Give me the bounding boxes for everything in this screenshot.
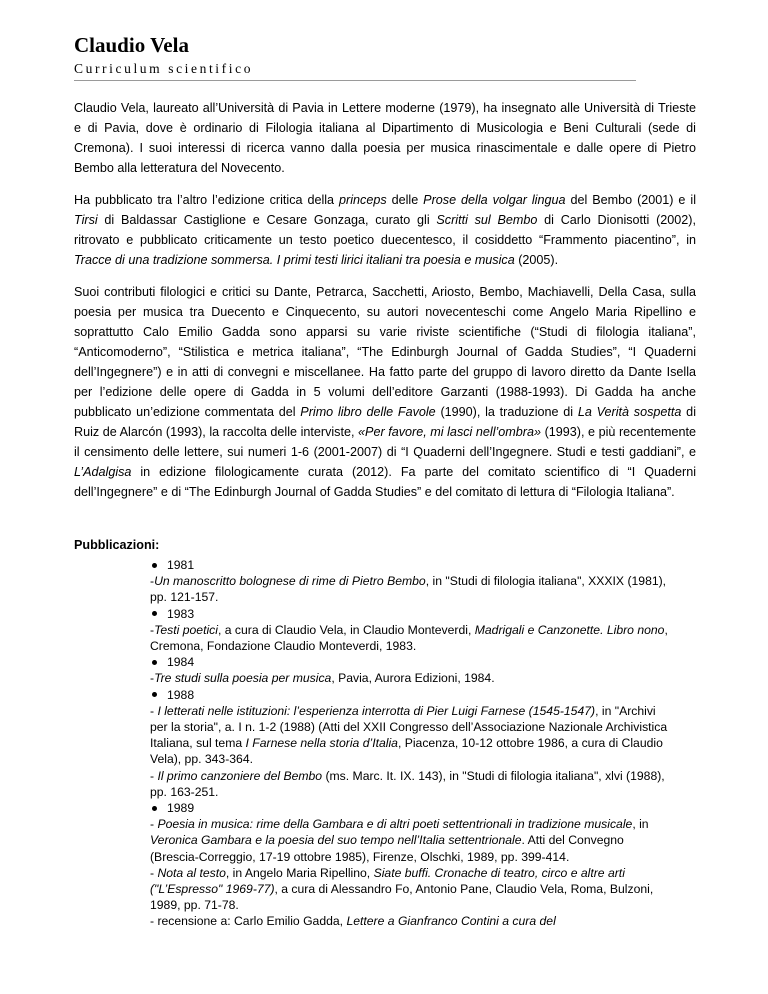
publication-entry: - recensione a: Carlo Emilio Gadda, Lettere a Gianfranco Contini a cura del xyxy=(150,914,556,929)
year-1984: 1984 xyxy=(150,654,670,670)
publication-entry: - Nota al testo, in Angelo Maria Ripellino, Siate buffi. Cronache di teatro, circo e altre arti ("L’Espresso" 1969-77), a cura di Alessandro Fo, Antonio Pane, Claudio Vela, Roma, Bulzoni, 1989, pp. 71-78. xyxy=(150,865,654,913)
document-subtitle: Curriculum scientifico xyxy=(74,61,254,76)
bullet-icon xyxy=(152,806,157,811)
year-1988: 1988 xyxy=(150,687,670,703)
bullet-icon xyxy=(152,611,157,616)
publication-entry: -Testi poetici, a cura di Claudio Vela, in Claudio Monteverdi, Madrigali e Canzonette. Libro nono, Cremona, Fondazione Claudio Monteverdi, 1983. xyxy=(150,622,668,654)
publication-entry: -Un manoscritto bolognese di rime di Pietro Bembo, in "Studi di filologia italiana", XXXIX (1981), pp. 121-157. xyxy=(150,574,667,605)
bullet-icon xyxy=(152,660,157,665)
contributions-paragraph: Suoi contributi filologici e critici su Dante, Petrarca, Sacchetti, Ariosto, Bembo, Machiavelli, Della Casa, sulla poesia per musica tra Duecento e Cinquecento, su autori novecenteschi come Angelo Maria Ripellino e soprattutto Calo Emilio Gadda sono apparsi su varie riviste scientifiche (“Studi di filologia italiana”, “Anticomoderno”, “Stilistica e metrica italiana”, “The Edinburgh Journal of Gadda Studies”, “I Quaderni dell’Ingegnere”) e in atti di convegni e miscellanee. Ha fatto parte del gruppo di lavoro diretto da Dante Isella per l’edizione delle opere di Gadda in 5 volumi dell’editore Garzanti (1988-1993). Di Gadda ha anche pubblicato un’edizione commentata del Primo libro delle Favole (1990), la traduzione di La Verità sospetta di Ruiz de Alarcón (1993), la raccolta delle interviste, «Per favore, mi lasci nell’ombra» (1993), e più recentemente il censimento delle lettere, sui numeri 1-6 (2001-2007) di “I Quaderni dell’Ingegnere. Studi e testi gaddiani”, e L’Adalgisa in edizione filologicamente curata (2012). Fa parte del comitato scientifico di “I Quaderni dell’Ingegnere” e di “The Edinburgh Journal of Gadda Studies” e del comitato di lettura di “Filologia Italiana”. xyxy=(74,285,696,499)
header-divider xyxy=(74,80,636,81)
publications-list xyxy=(150,557,670,930)
publication-entry: - Il primo canzoniere del Bembo (ms. Marc. It. IX. 143), in "Studi di filologia italiana", xlvi (1988), pp. 163-251. xyxy=(150,768,665,799)
bullet-icon xyxy=(152,563,157,568)
year-1989: 1989 xyxy=(150,800,670,816)
publication-entry: - I letterati nelle istituzioni: l’esperienza interrotta di Pier Luigi Farnese (1545-1547), in "Archivi per la storia", a. I n. 1-2 (1988) (Atti del XXII Congresso dell’Associazione Nazionale Archivistica Italiana, sul tema I Farnese nella storia d’Italia, Piacenza, 10-12 ottobre 1986, a cura di Claudio Vela), pp. 343-364. xyxy=(150,703,668,767)
bullet-icon xyxy=(152,692,157,697)
publication-entry: - Poesia in musica: rime della Gambara e di altri poeti settentrionali in tradizione musicale, in Veronica Gambara e la poesia del suo tempo nell’Italia settentrionale. Atti del Convegno (Brescia-Correggio, 17-19 ottobre 1985), Firenze, Olschki, 1989, pp. 399-414. xyxy=(150,817,649,864)
author-name: Claudio Vela xyxy=(74,33,189,57)
editions-paragraph: Ha pubblicato tra l’altro l’edizione critica della princeps delle Prose della volgar lingua del Bembo (2001) e il Tirsi di Baldassar Castiglione e Cesare Gonzaga, curato gli Scritti sul Bembo di Carlo Dionisotti (2002), ritrovato e pubblicato criticamente un testo poetico duecentesco, il cosiddetto “Frammento piacentino”, in Tracce di una tradizione sommersa. I primi testi lirici italiani tra poesia e musica (2005). xyxy=(74,193,697,267)
publication-entry: -Tre studi sulla poesia per musica, Pavia, Aurora Edizioni, 1984. xyxy=(150,671,495,686)
document-page xyxy=(74,32,696,930)
year-1981: 1981 xyxy=(150,557,670,573)
publications-heading: Pubblicazioni: xyxy=(74,538,160,552)
year-1983: 1983 xyxy=(150,606,670,622)
bio-paragraph: Claudio Vela, laureato all’Università di Pavia in Lettere moderne (1979), ha insegnato alle Università di Trieste e di Pavia, dove è ordinario di Filologia italiana al Dipartimento di Musicologia e Beni Culturali (sede di Cremona). I suoi interessi di ricerca vanno dalla poesia per musica rinascimentale e dalle opere di Pietro Bembo alla letteratura del Novecento. xyxy=(74,101,696,175)
